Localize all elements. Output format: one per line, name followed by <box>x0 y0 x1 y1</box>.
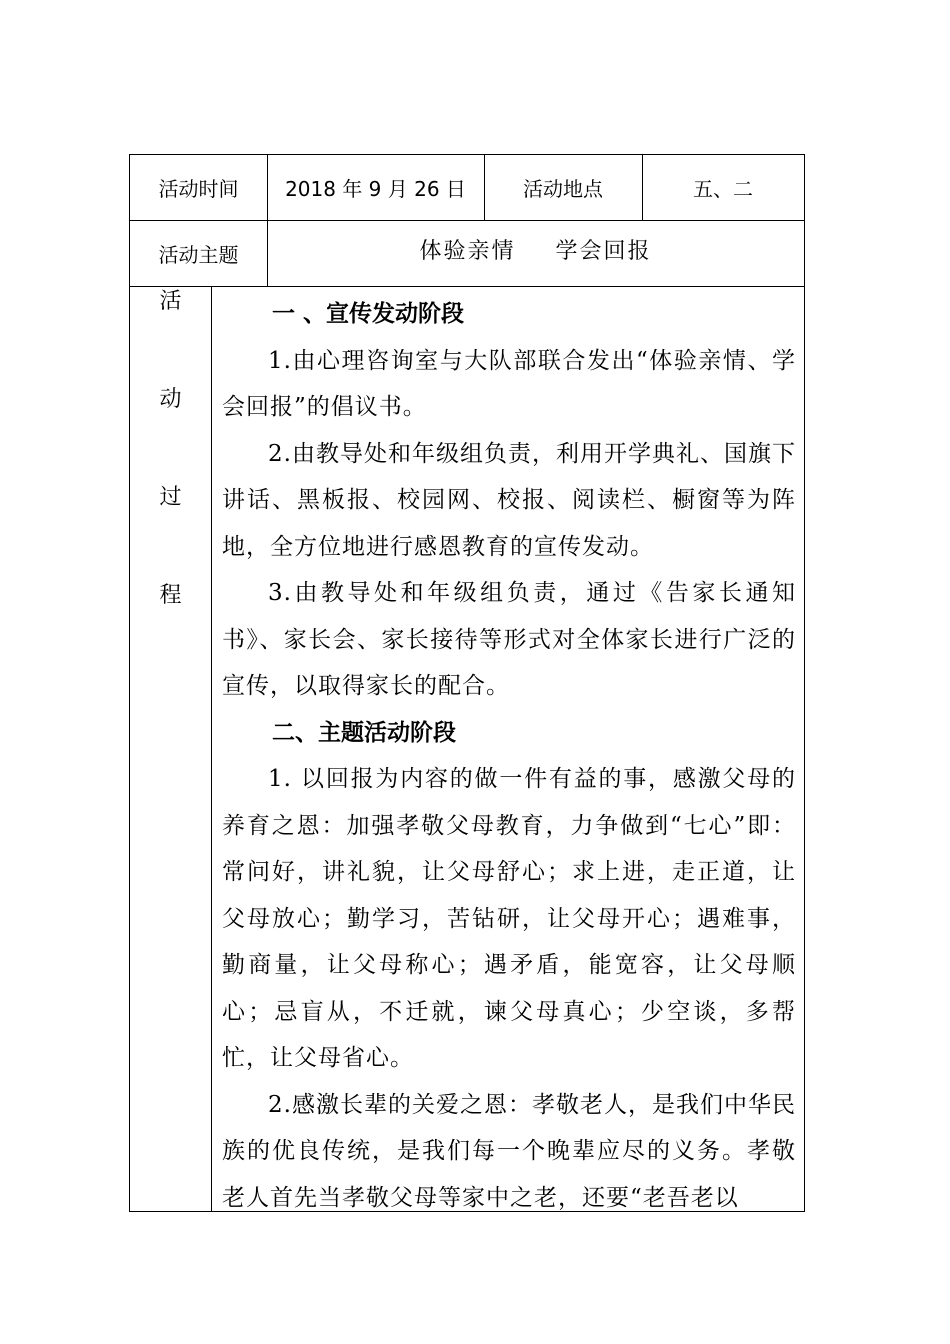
process-label-char: 过 <box>159 485 182 510</box>
theme-value <box>267 220 804 278</box>
paragraph: 2.感激长辈的关爱之恩：孝敬老人，是我们中华民族的优良传统，是我们每一个晚辈应尽的义务。孝敬老人首先当孝敬父母等家中之老，还要“老吾老以 <box>222 1091 796 1211</box>
location-value: 五、二 <box>693 177 753 201</box>
theme-label: 活动主题 <box>158 242 239 267</box>
process-content <box>222 291 796 1221</box>
section-heading: 一 、宣传发动阶段 <box>272 301 465 327</box>
time-label: 活动时间 <box>158 177 239 201</box>
process-label-char: 程 <box>159 583 182 608</box>
activity-record-table <box>129 154 805 1212</box>
paragraph: 2.由教导处和年级组负责，利用开学典礼、国旗下讲话、黑板报、校园网、校报、阅读栏、橱窗等为阵地，全方位地进行感恩教育的宣传发动。 <box>222 440 796 560</box>
process-label-char: 动 <box>159 387 182 412</box>
row-divider <box>130 286 804 287</box>
location-label: 活动地点 <box>523 177 603 201</box>
process-label-char: 活 <box>159 289 182 314</box>
paragraph: 1.由心理咨询室与大队部联合发出“体验亲情、学会回报”的倡议书。 <box>222 347 796 420</box>
process-label <box>130 287 211 679</box>
theme-part-1: 体验亲情 <box>419 238 516 264</box>
paragraph: 3.由教导处和年级组负责，通过《告家长通知书》、家长会、家长接待等形式对全体家长进行广泛的宣传，以取得家长的配合。 <box>222 580 796 699</box>
section-heading: 二、主题活动阶段 <box>272 719 456 746</box>
paragraph: 1. 以回报为内容的做一件有益的事，感激父母的养育之恩：加强孝敬父母教育，力争做到“七心”即：常问好，讲礼貌，让父母舒心；求上进，走正道，让父母放心；勤学习，苦钻研，让父母开心；遇难事，勤商量，让父母称心；遇矛盾，能宽容，让父母顺心；忌盲从，不迁就，谏父母真心；少空谈，多帮忙，让父母省心。 <box>222 766 796 1071</box>
time-value: 2018 年 9 月 26 日 <box>285 177 466 201</box>
theme-part-2: 学会回报 <box>555 238 652 264</box>
column-divider <box>211 286 212 1211</box>
